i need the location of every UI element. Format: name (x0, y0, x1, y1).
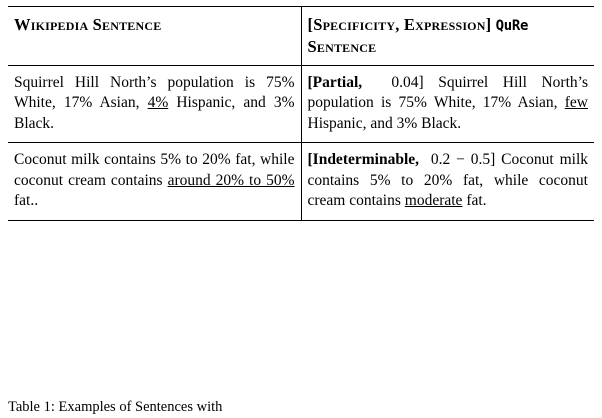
qure-underlined-2: moderate (404, 192, 463, 210)
qure-text-post-1: Hispanic, and 3% Black. (307, 114, 462, 132)
qure-expression-value-1: 0.04] (391, 74, 424, 92)
qure-specificity-label-1: [Partial, (307, 74, 363, 92)
header-qure-suffix: Sentence (307, 36, 377, 56)
qure-text-post-2: fat. (462, 192, 487, 210)
header-wikipedia-sentence-label: Wikipedia Sentence (14, 15, 162, 34)
cell-qure-sentence-2 (301, 143, 594, 220)
header-qure-prefix: [Specificity, Expression] (307, 15, 496, 34)
qure-text-pre-2: Coconut milk contains 5% to 20% fat, while coconut cream contains (307, 151, 589, 210)
wikipedia-underlined-2: around 20% to 50% (167, 171, 295, 189)
qure-text-pre-1: Squirrel Hill North’s population is 75% White, 17% Asian, (307, 74, 588, 112)
qure-underlined-1: few (564, 94, 588, 112)
cell-wikipedia-sentence-2 (8, 143, 301, 220)
wikipedia-text-post-2: fat.. (14, 192, 39, 210)
qure-expression-value-2: 0.2 − 0.5] (430, 151, 496, 169)
table-row (8, 66, 594, 143)
header-wikipedia-sentence (8, 7, 301, 66)
qure-specificity-label-2: [Indeterminable, (307, 151, 420, 169)
wikipedia-text-post-1: Hispanic, and 3% Black. (14, 94, 295, 132)
qure-examples-table (8, 6, 594, 221)
cell-qure-sentence-1 (301, 66, 594, 143)
table-caption: Table 1: Examples of Sentences with (8, 399, 223, 415)
wikipedia-text-pre-2: Coconut milk contains 5% to 20% fat, while coconut cream contains (14, 151, 295, 189)
wikipedia-text-pre-1: Squirrel Hill North’s population is 75% White, 17% Asian, (14, 74, 295, 112)
table-header-row (8, 7, 594, 66)
header-qure-mono: QuRe (495, 18, 529, 34)
cell-wikipedia-sentence-1 (8, 66, 301, 143)
header-qure-sentence (301, 7, 594, 66)
wikipedia-underlined-1: 4% (147, 94, 169, 112)
table-row (8, 143, 594, 220)
